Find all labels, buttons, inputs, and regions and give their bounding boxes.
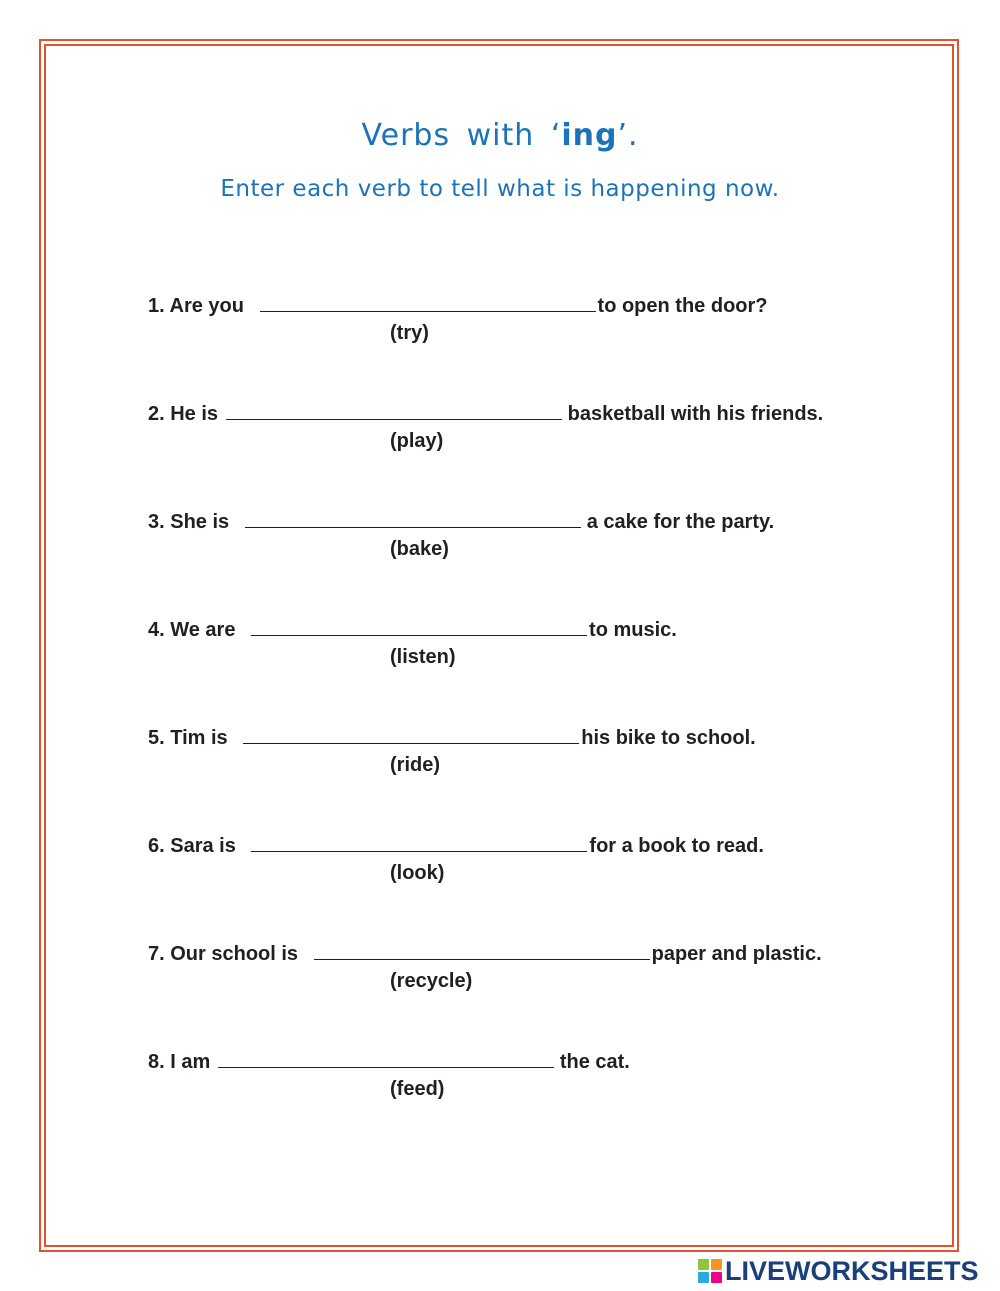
- sentence-prefix: 6. Sara is: [148, 835, 236, 857]
- answer-blank[interactable]: [251, 833, 587, 852]
- liveworksheets-logo-icon: [698, 1259, 722, 1283]
- sentence-suffix: to music.: [589, 619, 677, 641]
- sentence-suffix: for a book to read.: [589, 835, 764, 857]
- verb-hint: (bake): [390, 538, 449, 560]
- liveworksheets-logo: [698, 1255, 996, 1287]
- sentence-suffix: the cat.: [559, 1051, 630, 1073]
- sentence-line: [148, 833, 764, 858]
- logo-text: LIVEWORKSHEETS: [725, 1255, 979, 1286]
- sentence-prefix: 5. Tim is: [148, 727, 228, 749]
- exercise-item-5: [148, 725, 908, 785]
- verb-hint: (try): [390, 322, 429, 344]
- sentence-prefix: 8. I am: [148, 1051, 211, 1073]
- exercise-item-7: [148, 941, 908, 1001]
- verb-hint: (recycle): [390, 970, 473, 992]
- sentence-prefix: 7. Our school is: [148, 943, 299, 965]
- verb-hint: (ride): [390, 754, 440, 776]
- worksheet-title: [0, 118, 1000, 153]
- sentence-prefix: 1. Are you: [148, 295, 244, 317]
- sentence-line: [148, 941, 822, 966]
- exercise-item-1: [148, 293, 908, 353]
- sentence-suffix: a cake for the party.: [586, 511, 775, 533]
- verb-hint: (play): [390, 430, 444, 452]
- logo-square-orange: [711, 1259, 722, 1270]
- verb-hint: (listen): [390, 646, 456, 668]
- answer-blank[interactable]: [226, 401, 562, 420]
- title-suffix: ’.: [617, 118, 639, 153]
- exercise-item-6: [148, 833, 908, 893]
- worksheet-instructions: Enter each verb to tell what is happening now.: [220, 176, 780, 202]
- answer-blank[interactable]: [260, 293, 596, 312]
- answer-blank[interactable]: [243, 725, 579, 744]
- sentence-prefix: 2. He is: [148, 403, 219, 425]
- exercise-item-4: [148, 617, 908, 677]
- answer-blank[interactable]: [245, 509, 581, 528]
- exercise-item-8: [148, 1049, 908, 1109]
- sentence-prefix: 4. We are: [148, 619, 236, 641]
- sentence-line: [148, 1049, 630, 1074]
- sentence-line: [148, 617, 677, 642]
- sentence-line: [148, 293, 768, 318]
- answer-blank[interactable]: [314, 941, 650, 960]
- exercise-item-3: [148, 509, 908, 569]
- sentence-line: [148, 509, 774, 534]
- exercise-item-2: [148, 401, 908, 461]
- verb-hint: (look): [390, 862, 445, 884]
- sentence-suffix: his bike to school.: [581, 727, 756, 749]
- answer-blank[interactable]: [218, 1049, 554, 1068]
- sentence-suffix: paper and plastic.: [651, 943, 822, 965]
- logo-square-blue: [698, 1272, 709, 1283]
- title-prefix: Verbs with ‘: [361, 118, 562, 153]
- sentence-suffix: to open the door?: [597, 295, 768, 317]
- answer-blank[interactable]: [251, 617, 587, 636]
- logo-square-green: [698, 1259, 709, 1270]
- verb-hint: (feed): [390, 1078, 445, 1100]
- sentence-line: [148, 401, 823, 426]
- sentence-line: [148, 725, 756, 750]
- sentence-prefix: 3. She is: [148, 511, 230, 533]
- sentence-suffix: basketball with his friends.: [567, 403, 824, 425]
- title-highlight: ing: [561, 118, 618, 153]
- logo-square-pink: [711, 1272, 722, 1283]
